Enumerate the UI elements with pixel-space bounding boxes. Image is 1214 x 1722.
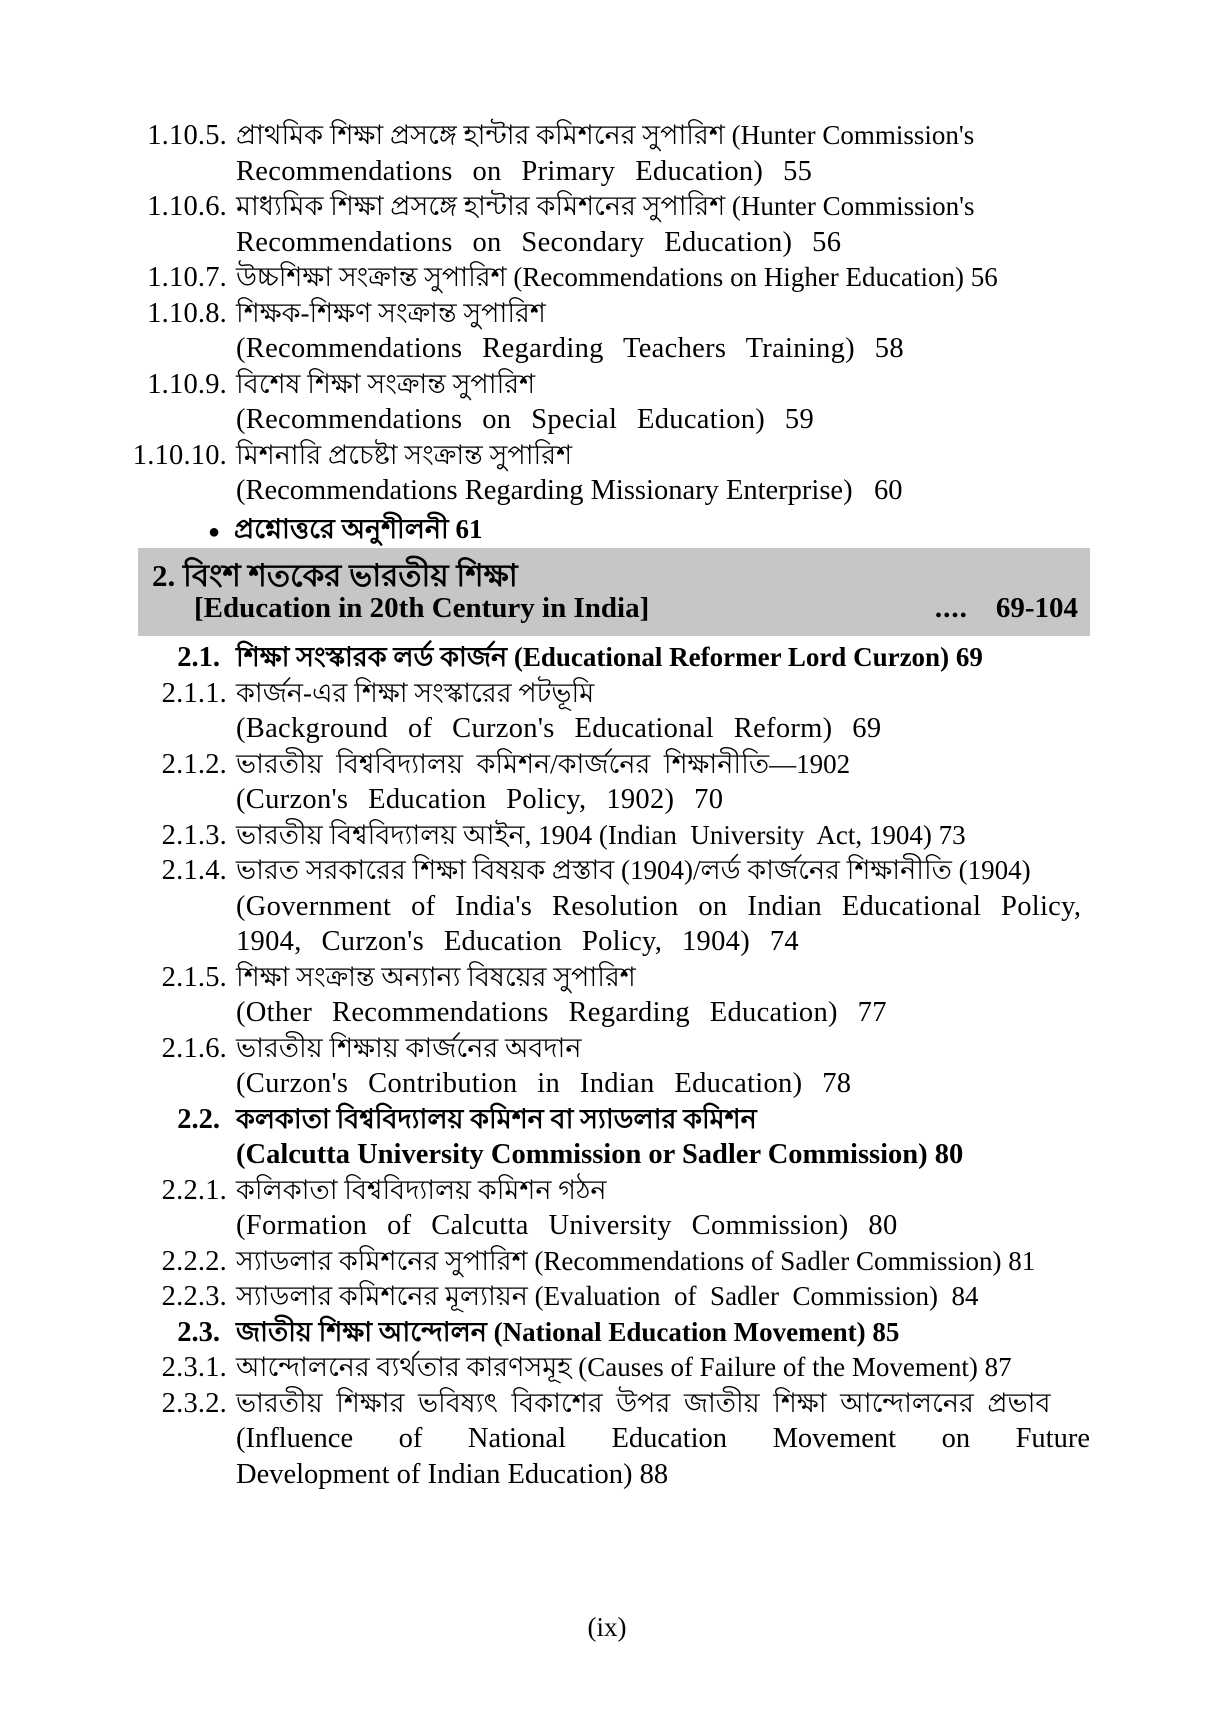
chapter-leader-dots: ....	[934, 592, 968, 624]
toc-entry-text: স্যাডলার কমিশনের সুপারিশ (Recommendations of Sadler Commission) 81	[236, 1245, 1036, 1276]
toc-entry-text-cont: (Recommendations on Special Education) 59	[236, 404, 815, 435]
toc-entry-text: ভারতীয় বিশ্ববিদ্যালয় আইন, 1904 (Indian University Act, 1904) 73	[236, 819, 966, 850]
toc-section-number: 2.3.	[177, 1316, 220, 1348]
toc-part1-entries	[0, 118, 1214, 552]
toc-entry-text-cont: 1904, Curzon's Education Policy, 1904) 74	[236, 926, 799, 957]
toc-entry	[0, 960, 1214, 1031]
toc-section-number: 2.1.	[177, 642, 220, 673]
toc-entry-text: স্যাডলার কমিশনের মূল্যায়ন (Evaluation of Sadler Commission) 84	[236, 1281, 979, 1311]
toc-entry-text: মাধ্যমিক শিক্ষা প্রসঙ্গে হান্টার কমিশনের সুপারিশ (Hunter Commission's	[236, 191, 975, 221]
toc-entry	[0, 260, 1214, 296]
toc-entry-number: 1.10.7.	[147, 262, 227, 293]
toc-entry-number: 1.10.6.	[147, 191, 227, 222]
toc-entry-text: ভারত সরকারের শিক্ষা বিষয়ক প্রস্তাব (1904)/লর্ড কার্জনের শিক্ষানীতি (1904)	[236, 855, 1031, 885]
toc-entry-number: 2.1.3.	[161, 819, 227, 851]
toc-entry-text-cont: Recommendations on Secondary Education) 56	[236, 226, 842, 258]
chapter-header	[138, 548, 1090, 636]
toc-entry-text: বিশেষ শিক্ষা সংক্রান্ত সুপারিশ	[236, 368, 536, 399]
toc-section	[0, 640, 1214, 676]
toc-entry-text: ভারতীয় শিক্ষায় কার্জনের অবদান	[236, 1032, 582, 1063]
toc-section	[0, 1102, 1214, 1173]
toc-bullet-label: প্রশ্নোত্তরে অনুশীলনী 61	[234, 513, 483, 544]
toc-entry	[0, 1244, 1214, 1280]
toc-entry	[0, 1279, 1214, 1315]
toc-entry-text: মিশনারি প্রচেষ্টা সংক্রান্ত সুপারিশ	[236, 439, 573, 470]
toc-entry-text-cont: (Recommendations Regarding Teachers Training) 58	[236, 333, 904, 364]
toc-entry	[0, 438, 1214, 509]
toc-entry-number: 1.10.10.	[132, 439, 227, 471]
toc-entry-text-cont: (Government of India's Resolution on Indian Educational Policy,	[236, 890, 1082, 922]
toc-entry-text-cont: (Curzon's Contribution in Indian Education) 78	[236, 1068, 852, 1099]
toc-section-text: শিক্ষা সংস্কারক লর্ড কার্জন (Educational Reformer Lord Curzon) 69	[236, 642, 983, 672]
toc-section	[0, 1315, 1214, 1351]
toc-entry-text-cont: (Formation of Calcutta University Commission) 80	[236, 1210, 898, 1241]
chapter-title-row	[194, 592, 1078, 625]
toc-entry-text: উচ্চশিক্ষা সংক্রান্ত সুপারিশ (Recommendations on Higher Education) 56	[236, 262, 998, 292]
toc-entry-number: 2.2.3.	[161, 1281, 227, 1312]
toc-entry-number: 2.1.6.	[161, 1032, 227, 1064]
toc-entry-number: 2.1.1.	[161, 677, 227, 709]
toc-entry	[0, 818, 1214, 854]
toc-entry-text-cont: Recommendations on Primary Education) 55	[236, 155, 813, 187]
toc-entry-text: কার্জন-এর শিক্ষা সংস্কারের পটভূমি	[236, 677, 595, 708]
toc-entry-number: 2.2.2.	[161, 1245, 227, 1277]
toc-entry	[0, 367, 1214, 438]
toc-entry-text: ভারতীয় শিক্ষার ভবিষ্যৎ বিকাশের উপর জাতীয় শিক্ষা আন্দোলনের প্রভাব	[236, 1387, 1051, 1418]
toc-entry	[0, 1173, 1214, 1244]
toc-entry	[0, 1031, 1214, 1102]
chapter-page-range: 69-104	[995, 592, 1078, 624]
toc-entry	[0, 676, 1214, 747]
toc-part2-entries	[0, 640, 1214, 1492]
toc-entry-number: 2.3.1.	[161, 1352, 227, 1383]
toc-entry-text: আন্দোলনের ব্যর্থতার কারণসমূহ (Causes of Failure of the Movement) 87	[236, 1352, 1012, 1382]
toc-entry-number: 2.1.4.	[161, 855, 227, 886]
toc-entry-number: 2.3.2.	[161, 1387, 227, 1419]
toc-section-text: কলকাতা বিশ্ববিদ্যালয় কমিশন বা স্যাডলার কমিশন	[236, 1103, 757, 1134]
toc-entry	[0, 747, 1214, 818]
toc-entry-text-cont: (Other Recommendations Regarding Education) 77	[236, 997, 887, 1028]
toc-entry	[0, 296, 1214, 367]
toc-entry	[0, 853, 1214, 960]
toc-entry-number: 1.10.5.	[147, 120, 227, 151]
toc-section-number: 2.2.	[177, 1103, 220, 1135]
toc-entry-text: শিক্ষা সংক্রান্ত অন্যান্য বিষয়ের সুপারিশ	[236, 961, 636, 992]
toc-entry-text-cont: (Background of Curzon's Educational Reform) 69	[236, 713, 882, 744]
toc-entry-text-cont: (Curzon's Education Policy, 1902) 70	[236, 784, 724, 815]
toc-entry-text: ভারতীয় বিশ্ববিদ্যালয় কমিশন/কার্জনের শিক্ষানীতি—1902	[236, 748, 851, 779]
toc-entry-text: শিক্ষক-শিক্ষণ সংক্রান্ত সুপারিশ	[236, 297, 546, 328]
toc-section-text: জাতীয় শিক্ষা আন্দোলন (National Education Movement) 85	[236, 1316, 900, 1347]
toc-entry-text: প্রাথমিক শিক্ষা প্রসঙ্গে হান্টার কমিশনের সুপারিশ (Hunter Commission's	[236, 120, 975, 150]
toc-entry-text-cont: Development of Indian Education) 88	[236, 1458, 669, 1490]
toc-entry	[0, 1350, 1214, 1386]
toc-entry	[0, 1386, 1214, 1493]
toc-bullet-item	[208, 509, 1214, 552]
toc-entry	[0, 189, 1214, 260]
toc-entry-text-cont: (Influence of National Education Movement on Future	[236, 1423, 1090, 1454]
toc-entry-text-cont: (Recommendations Regarding Missionary Enterprise) 60	[236, 475, 903, 506]
toc-section-text-cont: (Calcutta University Commission or Sadler Commission) 80	[236, 1139, 964, 1170]
chapter-title-bengali: 2. বিংশ শতকের ভারতীয় শিক্ষা	[152, 558, 518, 593]
toc-entry-number: 2.1.5.	[161, 961, 227, 993]
toc-entry	[0, 118, 1214, 189]
toc-entry-number: 2.1.2.	[161, 748, 227, 780]
bullet-icon: ●	[208, 520, 221, 543]
toc-entry-number: 1.10.9.	[147, 368, 227, 400]
toc-entry-number: 2.2.1.	[161, 1174, 227, 1206]
chapter-title-english: [Education in 20th Century in India]	[194, 592, 650, 624]
toc-entry-text: কলিকাতা বিশ্ববিদ্যালয় কমিশন গঠন	[236, 1174, 607, 1205]
page-number: (ix)	[587, 1612, 627, 1642]
toc-entry-number: 1.10.8.	[147, 297, 227, 329]
